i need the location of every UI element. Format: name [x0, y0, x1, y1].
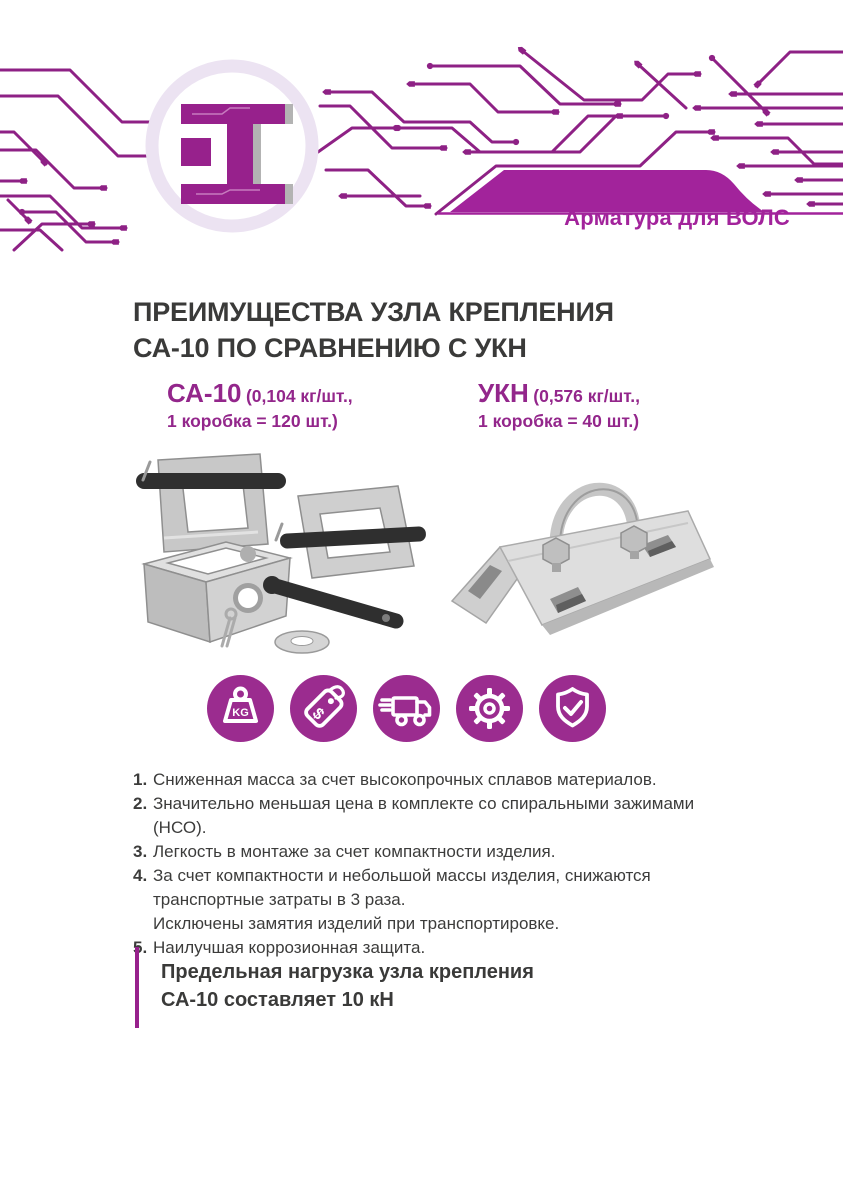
ukn-bracket-photo — [438, 449, 728, 654]
list-item — [133, 792, 733, 840]
load-limit-callout — [135, 947, 534, 1028]
shield-check-icon — [539, 675, 606, 742]
callout-line2: СА-10 составляет 10 кН — [161, 989, 394, 1011]
list-item-number: 2. — [133, 794, 148, 813]
list-item-line: За счет компактности и небольшой массы изделия, снижаются — [153, 866, 651, 885]
product-spec: (0,104 кг/шт., — [245, 386, 353, 406]
list-item — [133, 768, 733, 792]
gear-icon — [456, 675, 523, 742]
list-item-line: Исключены замятия изделий при транспортировке. — [153, 914, 560, 933]
product-spec: 1 коробка = 40 шт.) — [478, 411, 640, 431]
list-item-number: 4. — [133, 866, 148, 885]
list-item-number: 1. — [133, 770, 148, 789]
list-item-text — [153, 864, 733, 936]
product-name: УКН — [478, 378, 529, 408]
callout-line1: Предельная нагрузка узла крепления — [161, 961, 534, 983]
product-header-ca10 — [167, 378, 353, 434]
delivery-truck-icon — [373, 675, 440, 742]
list-item — [133, 864, 733, 936]
ca10-clamp-kit-photo — [130, 446, 430, 664]
logo — [152, 66, 312, 226]
brand-tagline: Арматура для ВОЛС — [564, 205, 790, 230]
advantages-list — [133, 768, 733, 960]
product-name: СА-10 — [167, 378, 242, 408]
page-title-line2: СА-10 ПО СРАВНЕНИЮ С УКН — [133, 333, 527, 363]
product-spec: 1 коробка = 120 шт.) — [167, 411, 338, 431]
list-item-text: Легкость в монтаже за счет компактности изделия. — [153, 842, 556, 861]
list-item-text: Сниженная масса за счет высокопрочных сплавов материалов. — [153, 770, 657, 789]
list-item-number: 5. — [133, 938, 148, 957]
list-item-line: транспортные затраты в 3 раза. — [153, 890, 406, 909]
weight-kg-label: KG — [232, 707, 249, 719]
list-item-text: Наилучшая коррозионная защита. — [153, 938, 426, 957]
list-item — [133, 840, 733, 864]
product-spec: (0,576 кг/шт., — [533, 386, 641, 406]
price-tag-icon — [290, 675, 357, 742]
advantage-icon-row — [207, 675, 606, 742]
product-header-ukn — [478, 378, 640, 434]
page-title — [133, 294, 614, 366]
list-item-text: Значительно меньшая цена в комплекте со спиральными зажимами (НСО). — [153, 794, 695, 837]
price-tag-currency: $ — [308, 705, 327, 724]
page-title-line1: ПРЕИМУЩЕСТВА УЗЛА КРЕПЛЕНИЯ — [133, 297, 614, 327]
weight-kg-icon — [207, 675, 274, 742]
list-item-number: 3. — [133, 842, 148, 861]
